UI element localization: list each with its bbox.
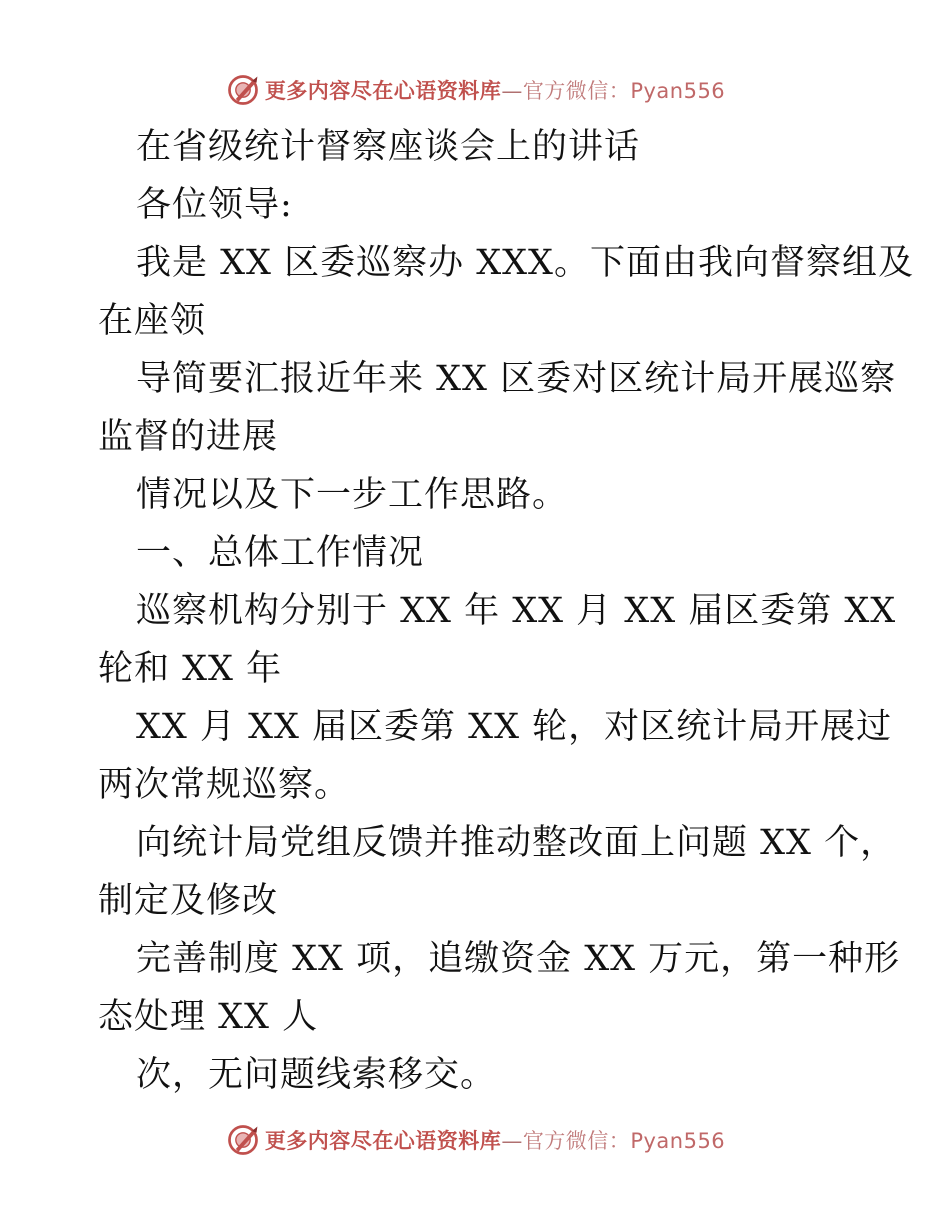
salutation: 各位领导: [136,185,293,225]
paragraph-line: 巡察机构分别于 XX 年 XX 月 XX 届区委第 XX [136,591,897,631]
header-watermark-banner [0,70,950,110]
footer-watermark-banner [0,1120,950,1160]
banner-main-text: 更多内容尽在心语资料库 [264,1129,502,1153]
banner-sub-text: 官方微信： [522,79,631,103]
paragraph-line: 两次常规巡察。 [98,765,351,805]
document-title: 在省级统计督察座谈会上的讲话 [136,127,641,167]
paragraph-line: 完善制度 XX 项，追缴资金 XX 万元，第一种形 [136,939,901,979]
banner-separator: — [501,1129,523,1153]
paragraph-line: 轮和 XX 年 [98,649,283,689]
paragraph-line: 我是 XX 区委巡察办 XXX。下面由我向督察组及 [136,243,914,283]
paragraph-line: 导简要汇报近年来 XX 区委对区统计局开展巡察 [136,359,897,399]
banner-account-text: Pyan556 [630,1129,726,1153]
paragraph-line: XX 月 XX 届区委第 XX 轮，对区统计局开展过 [136,707,893,747]
brand-logo-icon [225,72,261,108]
banner-sub-text: 官方微信： [522,1129,631,1153]
paragraph-line: 次，无问题线索移交。 [136,1055,497,1095]
paragraph-line: 情况以及下一步工作思路。 [136,475,569,515]
paragraph-line: 监督的进展 [98,417,279,457]
paragraph-line: 在座领 [98,301,207,341]
footer-watermark-text [265,1125,725,1155]
paragraph-line: 态处理 XX 人 [98,997,319,1037]
header-watermark-text [265,75,725,105]
section-heading: 一、总体工作情况 [136,533,425,573]
banner-main-text: 更多内容尽在心语资料库 [264,79,502,103]
document-body [98,118,914,1104]
banner-separator: — [501,79,523,103]
paragraph-line: 制定及修改 [98,881,279,921]
banner-account-text: Pyan556 [630,79,726,103]
paragraph-line: 向统计局党组反馈并推动整改面上问题 XX 个， [136,823,897,863]
brand-logo-icon [225,1122,261,1158]
